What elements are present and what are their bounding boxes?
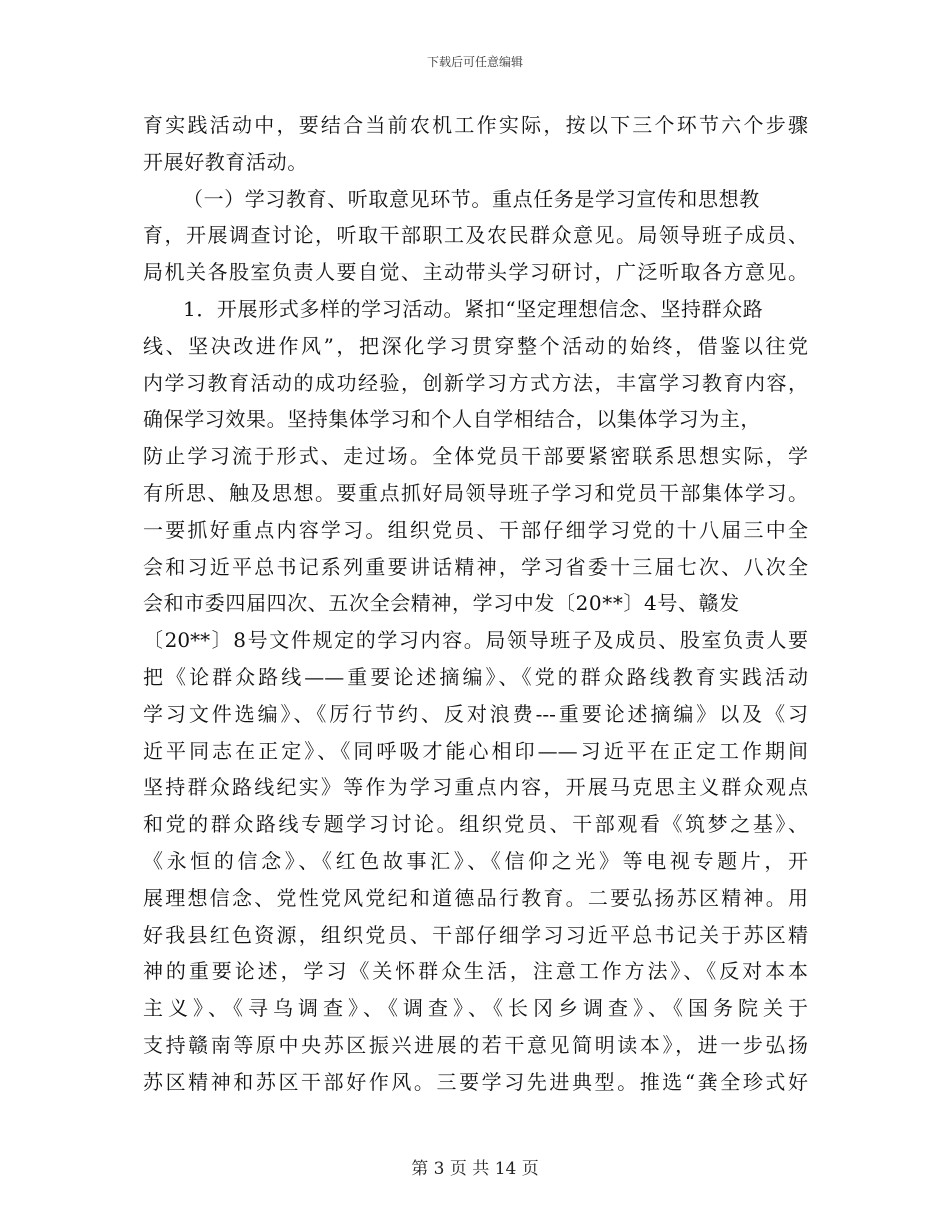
text-line: （一）学习教育、听取意见环节。重点任务是学习宣传和思想教 xyxy=(183,186,760,211)
text-line: 1．开展形式多样的学习活动。紧扣“坚定理想信念、坚持群众路 xyxy=(183,296,764,321)
text-line: 确保学习效果。坚持集体学习和个人自学相结合，以集体学习为主， xyxy=(143,407,761,432)
text-line: 会和习近平总书记系列重要讲话精神，学习省委十三届七次、八次全 xyxy=(143,554,808,579)
text-line: 〔20**〕8号文件规定的学习内容。局领导班子及成员、股室负责人要 xyxy=(143,628,808,653)
text-line: 展理想信念、党性党风党纪和道德品行教育。二要弘扬苏区精神。用 xyxy=(143,885,808,910)
body-text xyxy=(143,107,808,1101)
text-line: 把《论群众路线——重要论述摘编》、《党的群众路线教育实践活动 xyxy=(143,664,808,689)
text-line: 主义》、《寻乌调查》、《调查》、《长冈乡调查》、《国务院关于 xyxy=(143,996,808,1021)
text-line: 好我县红色资源，组织党员、干部仔细学习习近平总书记关于苏区精 xyxy=(143,922,808,947)
text-line: 育，开展调查讨论，听取干部职工及农民群众意见。局领导班子成员、 xyxy=(143,223,808,248)
text-line: 内学习教育活动的成功经验，创新学习方式方法，丰富学习教育内容， xyxy=(143,370,808,395)
text-line: 《永恒的信念》、《红色故事汇》、《信仰之光》等电视专题片，开 xyxy=(143,848,808,873)
text-line: 防止学习流于形式、走过场。全体党员干部要紧密联系思想实际，学 xyxy=(143,444,808,469)
text-line: 一要抓好重点内容学习。组织党员、干部仔细学习党的十八届三中全 xyxy=(143,517,808,542)
text-line: 近平同志在正定》、《同呼吸才能心相印——习近平在正定工作期间 xyxy=(143,738,808,763)
text-line: 神的重要论述，学习《关怀群众生活，注意工作方法》、《反对本本 xyxy=(143,959,808,984)
text-line: 学习文件选编》、《厉行节约、反对浪费---重要论述摘编》以及《习 xyxy=(143,701,808,726)
text-line: 坚持群众路线纪实》等作为学习重点内容，开展马克思主义群众观点 xyxy=(143,775,808,800)
page-number: 第 3 页 共 14 页 xyxy=(411,1159,539,1179)
text-line: 局机关各股室负责人要自觉、主动带头学习研讨，广泛听取各方意见。 xyxy=(143,260,808,285)
text-line: 有所思、触及思想。要重点抓好局领导班子学习和党员干部集体学习。 xyxy=(143,480,808,505)
text-line: 苏区精神和苏区干部好作风。三要学习先进典型。推选“龚全珍式好 xyxy=(143,1069,808,1094)
text-line: 会和市委四届四次、五次全会精神，学习中发〔20**〕4号、赣发 xyxy=(143,591,740,616)
text-line: 育实践活动中，要结合当前农机工作实际，按以下三个环节六个步骤 xyxy=(143,113,808,137)
text-line: 支持赣南等原中央苏区振兴进展的若干意见简明读本》，进一步弘扬 xyxy=(143,1032,808,1057)
text-line: 线、坚决改进作风”，把深化学习贯穿整个活动的始终，借鉴以往党 xyxy=(143,333,808,358)
page-header: 下载后可任意编辑 xyxy=(426,55,523,69)
text-line: 开展好教育活动。 xyxy=(143,149,308,174)
text-line: 和党的群众路线专题学习讨论。组织党员、干部观看《筑梦之基》、 xyxy=(143,812,808,837)
